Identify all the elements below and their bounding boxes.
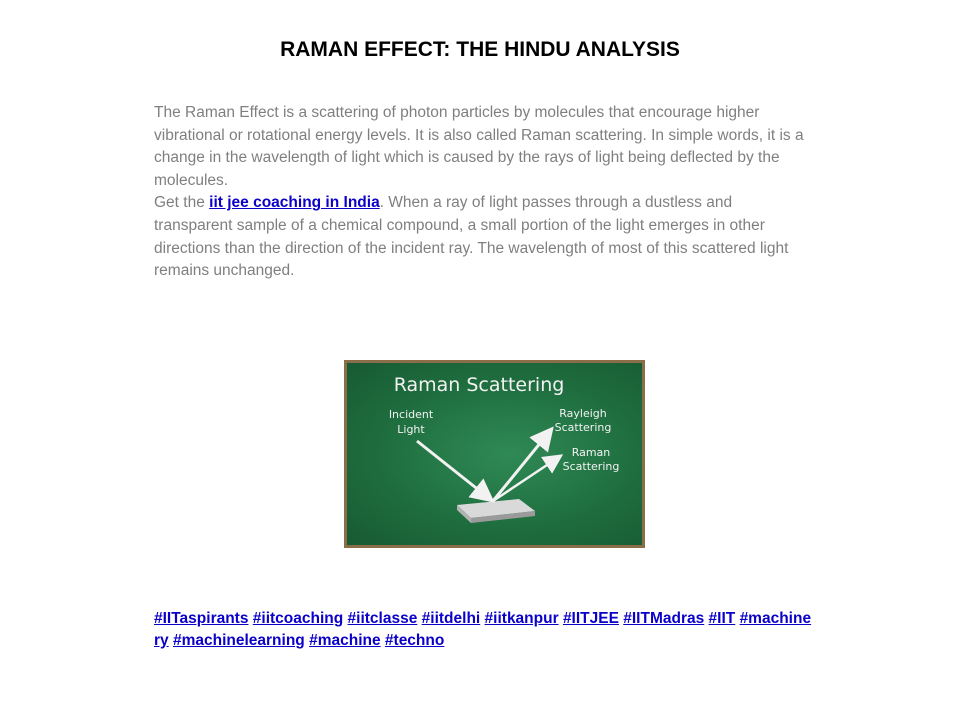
incident-light-arrow xyxy=(417,441,490,499)
raman-scattering-diagram xyxy=(344,360,645,548)
rayleigh-scattering-arrow xyxy=(493,431,550,501)
body-text xyxy=(154,102,814,283)
raman-scattering-arrow xyxy=(493,457,559,501)
diagram-heading: Raman Scattering xyxy=(393,374,565,396)
hashtag-link[interactable]: #IITMadras xyxy=(623,610,705,627)
paragraph-2 xyxy=(154,192,814,282)
paragraph-1: The Raman Effect is a scattering of photon particles by molecules that encourage higher vibrational or rotational energy levels. It is also called Raman scattering. In simple words, it is a change in the wavelength of light which is caused by the rays of light being deflected by the molecules. xyxy=(154,104,804,189)
raman-label-line1: Raman xyxy=(571,446,611,459)
sample-plate xyxy=(457,499,535,523)
hashtag-link[interactable]: #IITJEE xyxy=(562,610,619,627)
hashtag-link[interactable]: #IITaspirants xyxy=(154,610,249,627)
hashtag-link[interactable]: #iitclasse xyxy=(347,610,418,627)
diagram-svg xyxy=(347,363,642,545)
hashtag-list xyxy=(154,608,814,652)
hashtag-link[interactable]: #machinery xyxy=(154,610,812,649)
hashtag-link[interactable]: #iitcoaching xyxy=(252,610,344,627)
hashtag-link[interactable]: #IIT xyxy=(708,610,736,627)
hashtag-link[interactable]: #machine xyxy=(309,632,381,649)
hashtag-link[interactable]: #techno xyxy=(384,632,445,649)
rayleigh-label-line1: Rayleigh xyxy=(559,407,607,420)
iit-jee-coaching-link[interactable]: iit jee coaching in India xyxy=(209,194,380,212)
incident-label-line1: Incident xyxy=(388,408,434,421)
hashtag-link[interactable]: #iitdelhi xyxy=(421,610,481,627)
rayleigh-label-line2: Scattering xyxy=(554,421,612,434)
raman-label-line2: Scattering xyxy=(562,460,620,473)
paragraph-2-prefix: Get the xyxy=(154,194,210,212)
hashtag-link[interactable]: #machinelearning xyxy=(172,632,305,649)
incident-label-line2: Light xyxy=(397,423,425,436)
slide-title: RAMAN EFFECT: THE HINDU ANALYSIS xyxy=(280,38,680,61)
paragraph-2-suffix: . When a ray of light passes through a dustless and transparent sample of a chemical compound, a small portion of the light emerges in other directions than the direction of the incident ray. The wavelength of most of this scattered light remains unchanged. xyxy=(154,194,789,280)
hashtag-link[interactable]: #iitkanpur xyxy=(484,610,559,627)
